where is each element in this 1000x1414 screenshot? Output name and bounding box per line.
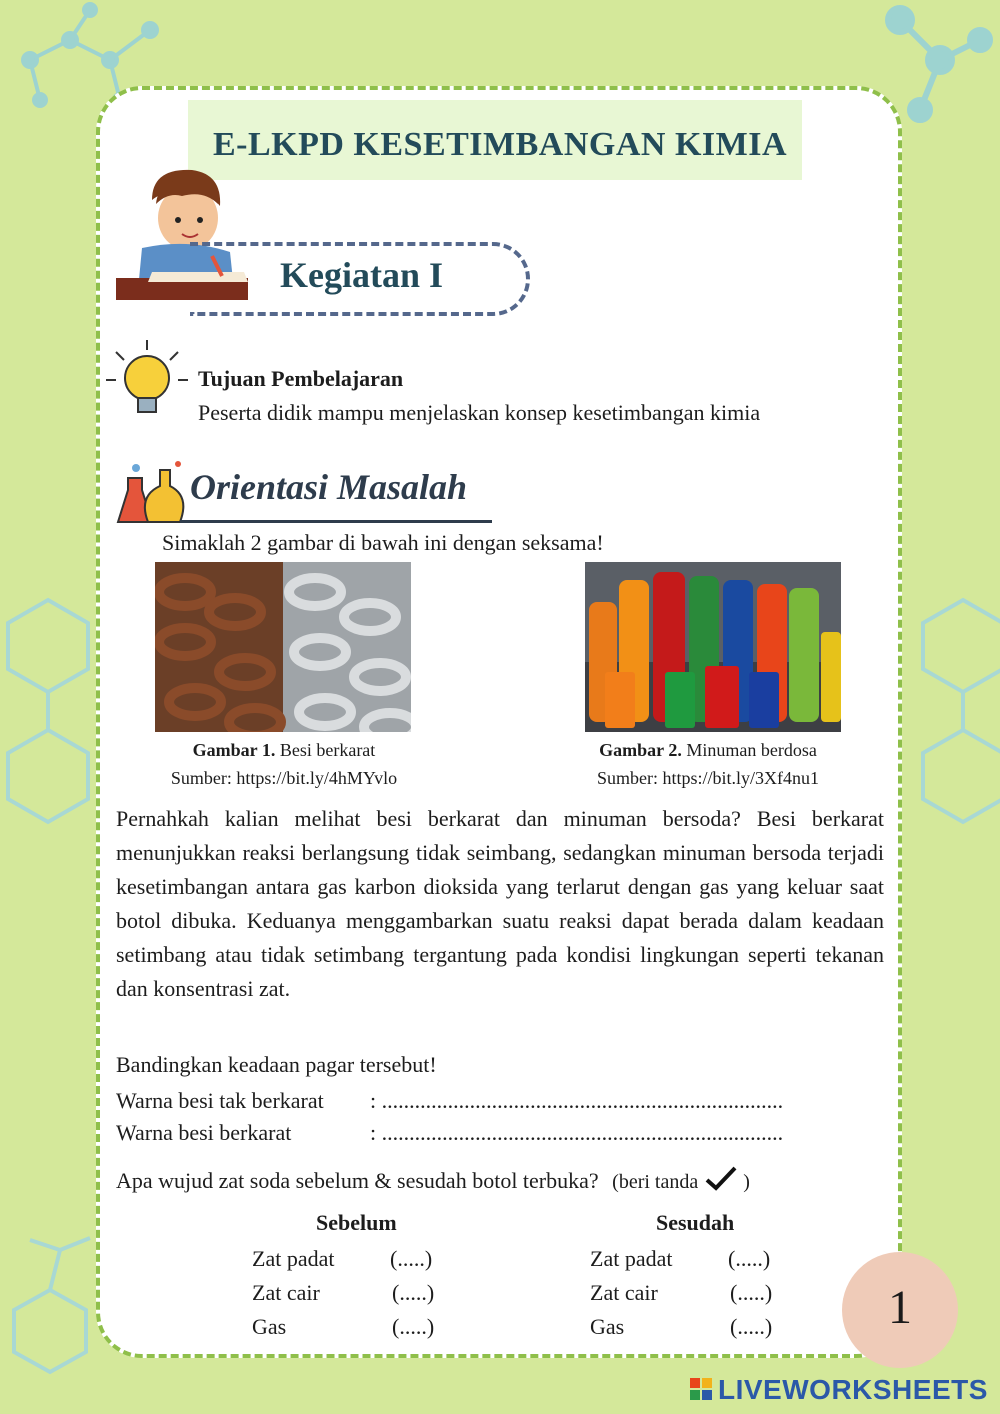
before-option-box[interactable]: (.....)	[390, 1246, 433, 1271]
before-option-box[interactable]: (.....)	[392, 1280, 435, 1305]
figure-1-text: Besi berkarat	[279, 740, 376, 760]
field-label-unrusted: Warna besi tak berkarat	[116, 1088, 324, 1113]
objective-text: Peserta didik mampu menjelaskan konsep kesetimbangan kimia	[198, 400, 761, 425]
liveworksheets-mark-icon	[690, 1376, 714, 1404]
figure-1-source: Sumber: https://bit.ly/4hMYvlo	[170, 768, 398, 788]
after-option-label: Zat cair	[590, 1280, 658, 1305]
objective-title: Tujuan Pembelajaran	[198, 366, 404, 391]
lightbulb-icon	[104, 336, 190, 420]
figure-1-label: Gambar 1.	[192, 740, 276, 760]
checkmark-icon	[704, 1166, 738, 1192]
question-hint-close: )	[743, 1171, 750, 1193]
activity-label: Kegiatan I	[280, 255, 444, 295]
question-text	[116, 1166, 750, 1194]
figure-2-text: Minuman berdosa	[686, 740, 817, 760]
problem-paragraph: Pernahkah kalian melihat besi berkarat dan minuman bersoda? Besi berkarat menunjukkan reaksi berlangsung tidak seimbang, sedangkan minuman bersoda terjadi kesetimbangan antara gas karbon dioksida yang terlarut dengan gas yang keluar saat botol dibuka. Keduanya menggambarkan suatu reaksi dapat berada dalam keadaan setimbang atau tidak setimbang tergantung pada kondisi lingkungan seperti tekanan dan konsentrasi zat.	[116, 806, 884, 1001]
benzene-decoration-left-icon	[0, 590, 110, 850]
after-header: Sesudah	[656, 1210, 735, 1235]
field-label-rusted: Warna besi berkarat	[116, 1120, 292, 1145]
figure-2-caption	[548, 740, 868, 761]
instruction-text: Simaklah 2 gambar di bawah ini dengan seksama!	[162, 530, 604, 555]
answer-field-rusted[interactable]: : .........................................................................	[370, 1120, 784, 1145]
before-header: Sebelum	[316, 1210, 397, 1235]
section-title-orientasi: Orientasi Masalah	[190, 467, 468, 507]
before-option-label: Zat padat	[252, 1246, 335, 1271]
figure-2-source: Sumber: https://bit.ly/3Xf4nu1	[596, 768, 819, 788]
answer-field-unrusted[interactable]: : .........................................................................	[370, 1088, 784, 1113]
after-option-box[interactable]: (.....)	[730, 1314, 773, 1339]
figure-1-caption	[124, 740, 444, 761]
question-hint-open: (beri tanda	[612, 1171, 699, 1193]
before-option-label: Zat cair	[252, 1280, 320, 1305]
after-option-label: Zat padat	[590, 1246, 673, 1271]
chemistry-flask-icon	[108, 456, 188, 526]
benzene-decoration-right-icon	[905, 590, 1000, 850]
after-option-box[interactable]: (.....)	[730, 1280, 773, 1305]
page-title: E-LKPD KESETIMBANGAN KIMIA	[212, 126, 788, 163]
before-option-label: Gas	[252, 1314, 287, 1339]
section-title-underline	[180, 520, 492, 523]
figure-2-label: Gambar 2.	[599, 740, 682, 760]
soda-bottles-photo	[585, 562, 841, 732]
question-main: Apa wujud zat soda sebelum & sesudah botol terbuka?	[116, 1168, 599, 1193]
before-option-box[interactable]: (.....)	[392, 1314, 435, 1339]
molecule-decoration-bottom-left-icon	[0, 1230, 100, 1414]
rusty-chain-photo	[155, 562, 411, 732]
after-option-box[interactable]: (.....)	[728, 1246, 771, 1271]
after-option-label: Gas	[590, 1314, 625, 1339]
compare-title: Bandingkan keadaan pagar tersebut!	[116, 1052, 437, 1077]
liveworksheets-wordmark: LIVEWORKSHEETS	[718, 1374, 988, 1405]
page-number: 1	[888, 1281, 912, 1334]
liveworksheets-logo[interactable]	[690, 1374, 988, 1406]
